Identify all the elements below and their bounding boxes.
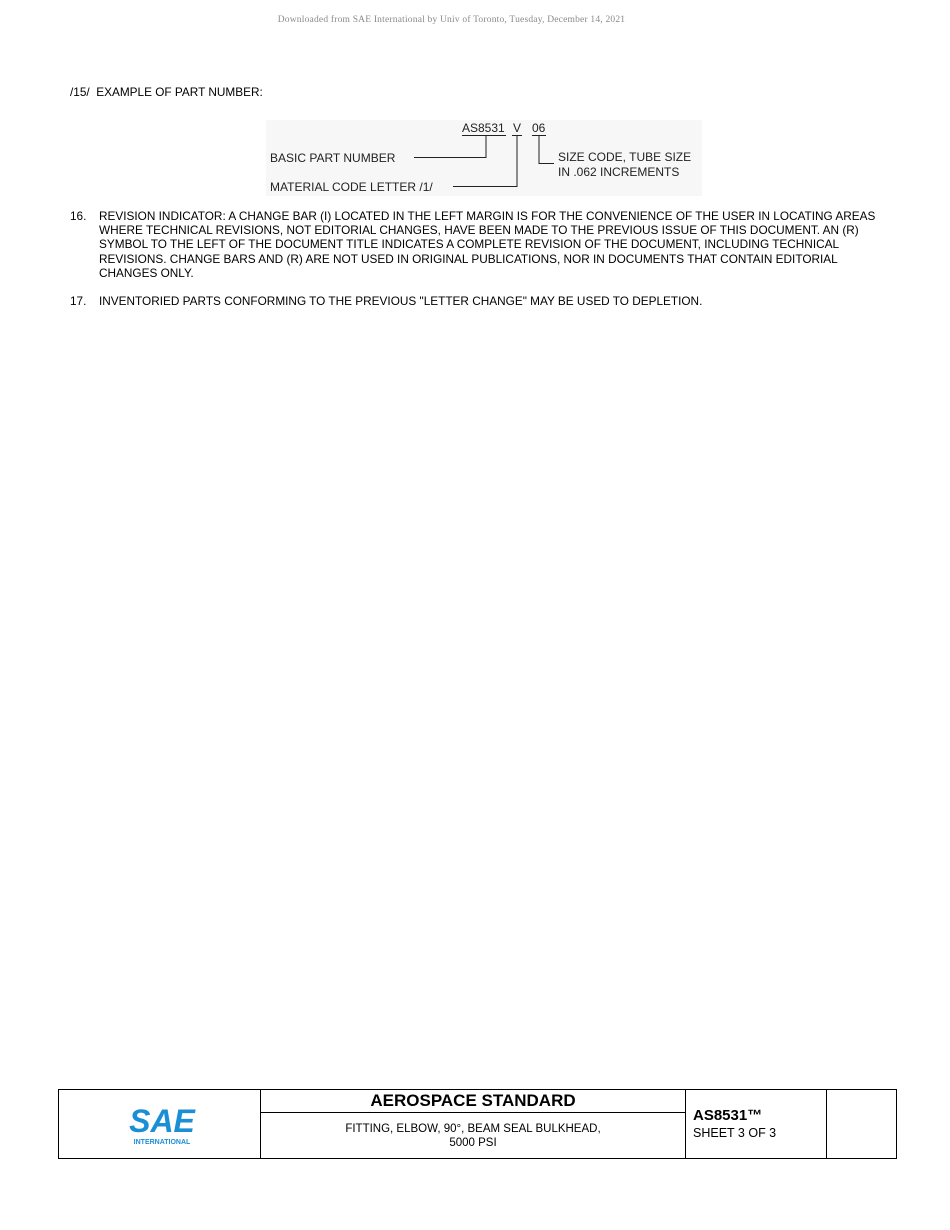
logo-cell: [59, 1090, 261, 1158]
diagram-basic-code: AS8531: [462, 121, 505, 135]
title-block: [58, 1089, 897, 1159]
diagram-label-size-2: IN .062 INCREMENTS: [558, 165, 680, 179]
sheet-number: SHEET 3 OF 3: [693, 1126, 777, 1140]
standard-heading: AEROSPACE STANDARD: [261, 1090, 685, 1113]
doc-number-cell: [686, 1090, 827, 1158]
blank-cell: [827, 1090, 897, 1158]
diagram-label-material: MATERIAL CODE LETTER /1/: [270, 180, 433, 194]
diagram-label-size-1: SIZE CODE, TUBE SIZE: [558, 150, 692, 164]
note-16: [70, 209, 890, 280]
leader-material: [453, 136, 517, 187]
part-number-diagram: [266, 120, 702, 196]
leader-size: [539, 136, 554, 164]
note-15-heading: /15/ EXAMPLE OF PART NUMBER:: [70, 85, 263, 99]
note-17-text: INVENTORIED PARTS CONFORMING TO THE PREVIOUS "LETTER CHANGE" MAY BE USED TO DEPLETION.: [99, 294, 703, 308]
diagram-label-basic: BASIC PART NUMBER: [270, 151, 396, 165]
diagram-size-code: 06: [532, 121, 546, 135]
document-title: [261, 1123, 685, 1150]
note-17: [70, 294, 890, 308]
leader-basic: [414, 136, 486, 158]
download-watermark: Downloaded from SAE International by Univ of Toronto, Tuesday, December 14, 2021: [277, 15, 626, 25]
document-title-line-1: FITTING, ELBOW, 90°, BEAM SEAL BULKHEAD,: [345, 1123, 601, 1135]
sae-logo: [127, 1102, 197, 1148]
diagram-letter-code: V: [513, 121, 522, 135]
document-title-line-2: 5000 PSI: [449, 1136, 497, 1149]
document-number: AS8531™: [693, 1107, 763, 1124]
sae-logo-subtext: INTERNATIONAL: [133, 1139, 191, 1146]
note-16-number: 16.: [70, 209, 87, 223]
part-number-diagram-graphic: [266, 120, 702, 196]
title-cell: [261, 1090, 686, 1158]
note-16-text: REVISION INDICATOR: A CHANGE BAR (I) LOCATED IN THE LEFT MARGIN IS FOR THE CONVENIENCE OF THE USER IN LOCATING AREAS WHERE TECHNICAL REVISIONS, NOT EDITORIAL CHANGES, HAVE BEEN MADE TO THE PREVIOUS ISSUE OF THIS DOCUMENT. AN (R) SYMBOL TO THE LEFT OF THE DOCUMENT TITLE INDICATES A COMPLETE REVISION OF THE DOCUMENT, INCLUDING TECHNICAL REVISIONS. CHANGE BARS AND (R) ARE NOT USED IN ORIGINAL PUBLICATIONS, NOR IN DOCUMENTS THAT CONTAIN EDITORIAL CHANGES ONLY.: [99, 209, 876, 280]
note-17-number: 17.: [70, 294, 87, 308]
sae-logo-mark: SAE: [129, 1103, 195, 1139]
